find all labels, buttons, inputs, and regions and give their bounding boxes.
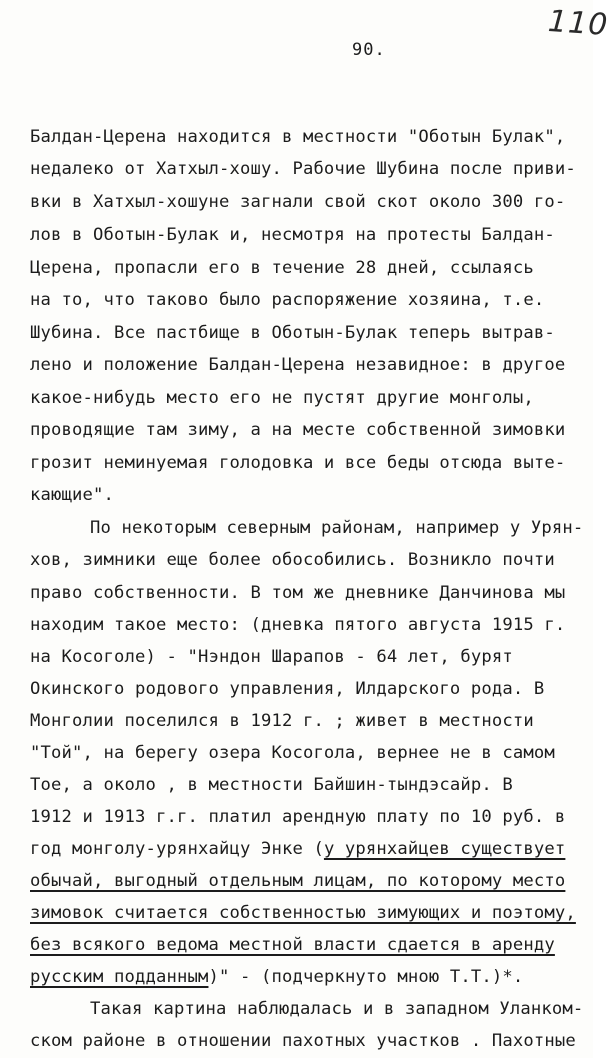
- text-line: грозит неминуемая голодовка и все беды отсюда выте-: [30, 453, 566, 473]
- archive-folio-number: 110: [546, 3, 609, 44]
- text-segment: год монголу-урянхайцу Энке (: [30, 839, 324, 859]
- text-line: Шубина. Все пастбище в Оботын-Булак теперь вытрав-: [30, 323, 555, 343]
- text-line: вки в Хатхыл-хошуне загнали свой скот около 300 го-: [30, 192, 566, 212]
- text-line: хов, зимники еще более обособились. Возникло почти: [30, 550, 555, 570]
- text-line: на то, что таково было распоряжение хозяина, т.е.: [30, 290, 545, 310]
- text-line: [30, 838, 565, 860]
- text-line: "Той", на берегу озера Косогола, вернее не в самом: [30, 743, 555, 763]
- text-line: [30, 966, 523, 988]
- text-line: проводящие там зиму, а на месте собственной зимовки: [30, 420, 566, 440]
- text-line: Монголии поселился в 1912 г. ; живет в местности: [30, 711, 534, 731]
- text-line: недалеко от Хатхыл-хошу. Рабочие Шубина после приви-: [30, 159, 576, 179]
- text-line: Балдан-Церена находится в местности "Оботын Булак",: [30, 127, 566, 147]
- page-number: 90.: [352, 40, 386, 60]
- text-line: Церена, пропасли его в течение 28 дней, ссылаясь: [30, 258, 534, 278]
- underlined-quote: русским подданным: [30, 967, 209, 987]
- text-line: Окинского родового управления, Илдарского рода. В: [30, 679, 545, 699]
- text-line: 1912 и 1913 г.г. платил арендную плату по 10 руб. в: [30, 807, 566, 827]
- paragraph-first-line: По некоторым северным районам, например у Урян-: [90, 518, 584, 538]
- text-segment: )" - (подчеркнуто мною Т.Т.)*.: [208, 967, 524, 987]
- underlined-quote: у урянхайцев существует: [323, 839, 566, 859]
- text-line: право собственности. В том же дневнике Данчинова мы: [30, 583, 566, 603]
- underlined-quote: без всякого ведома местной власти сдается в аренду: [30, 935, 555, 955]
- text-line: лов в Оботын-Булак и, несмотря на протесты Балдан-: [30, 225, 555, 245]
- text-line: Тое, а около , в местности Байшин-тындэсайр. В: [30, 775, 513, 795]
- underlined-quote: зимовок считается собственностью зимующих и поэтому,: [30, 903, 576, 923]
- text-line: на Косоголе) - "Нэндон Шарапов - 64 лет, бурят: [30, 647, 513, 667]
- text-line: находим такое место: (дневка пятого августа 1915 г.: [30, 615, 566, 635]
- text-line: какое-нибудь место его не пустят другие монголы,: [30, 388, 534, 408]
- text-line: лено и положение Балдан-Церена незавидное: в другое: [30, 355, 566, 375]
- text-line: кающие".: [30, 485, 114, 505]
- text-line: ском районе в отношении пахотных участков . Пахотные: [30, 1031, 576, 1051]
- paragraph-first-line: Такая картина наблюдалась и в западном Уланком-: [90, 999, 584, 1019]
- underlined-quote: обычай, выгодный отдельным лицам, по которому место: [30, 871, 566, 891]
